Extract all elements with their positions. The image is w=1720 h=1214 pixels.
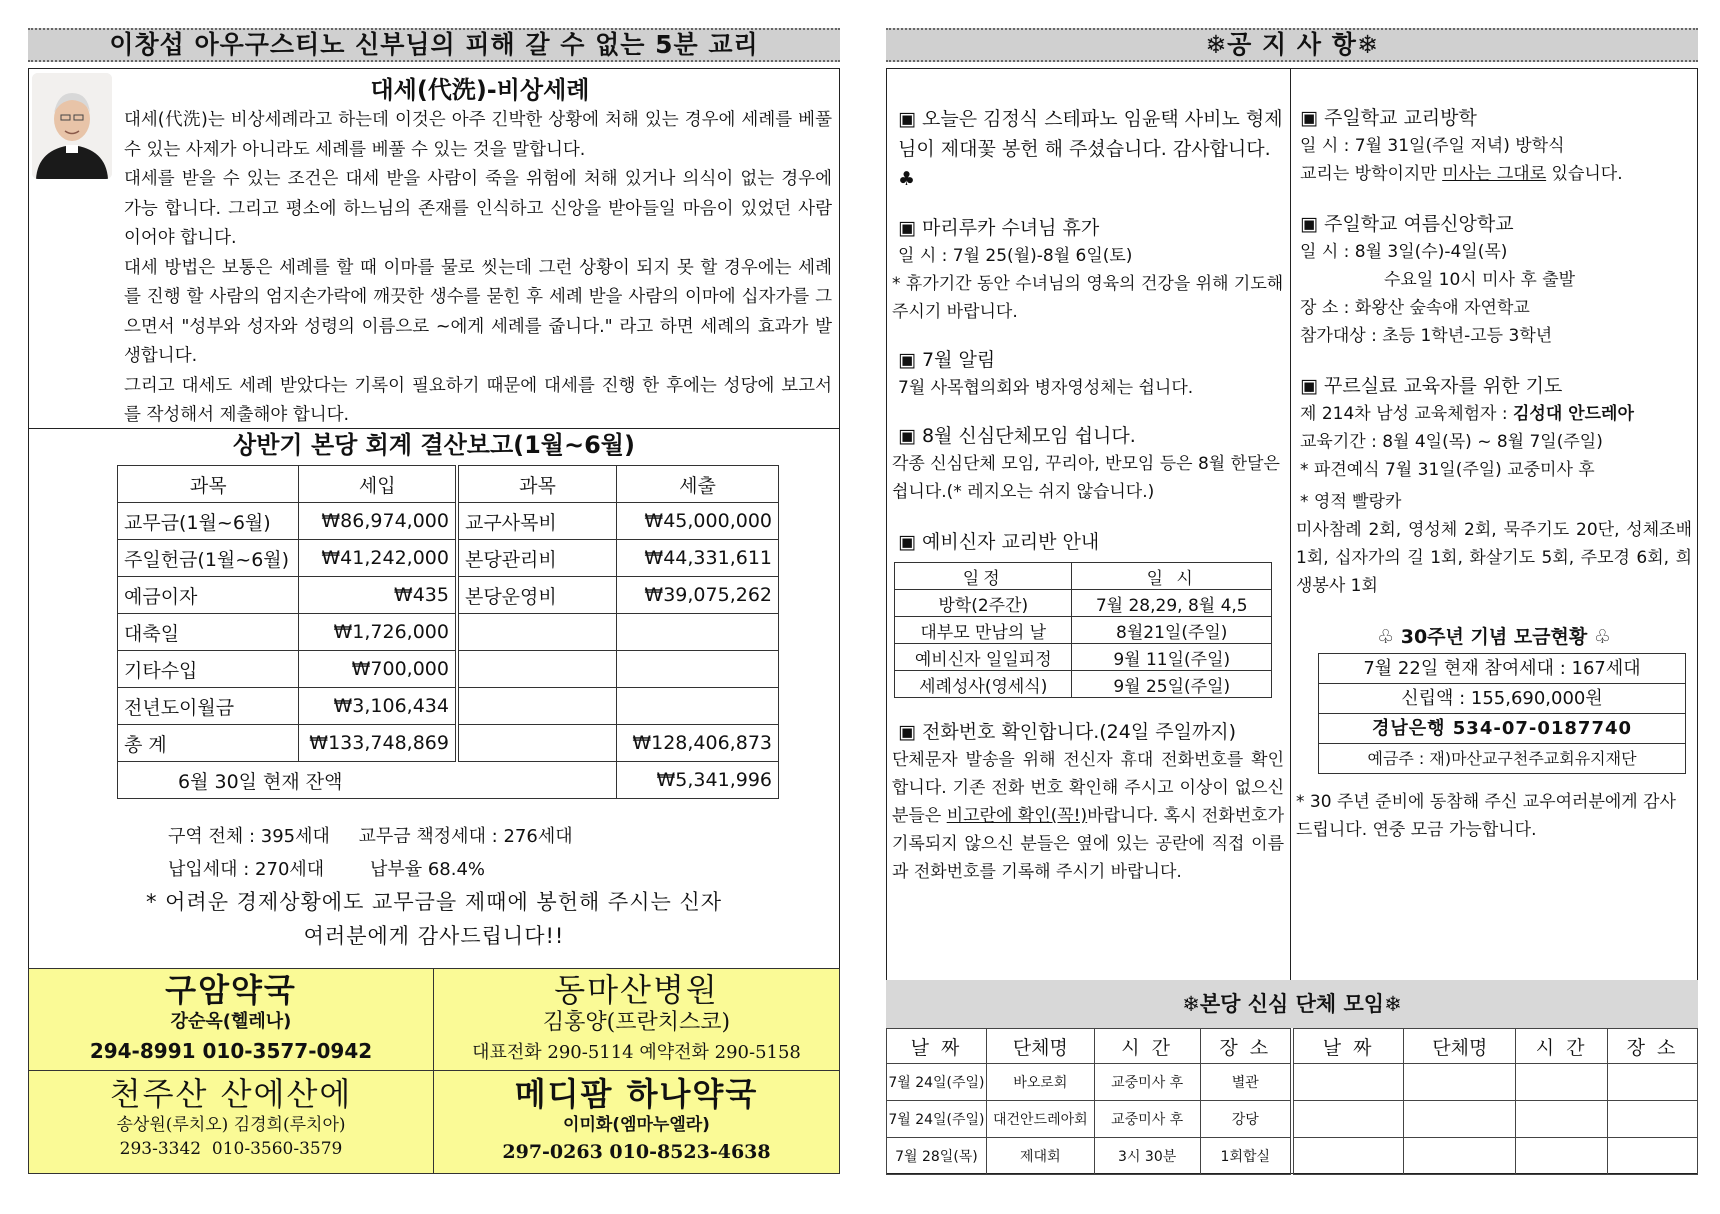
table-row bbox=[895, 671, 1272, 698]
balance-row bbox=[118, 762, 779, 799]
ad-dongmasan-hospital bbox=[433, 968, 840, 1071]
cell: 9월 11일(주일) bbox=[1072, 644, 1272, 671]
notice-august-body: 각종 신심단체 모임, 꾸리아, 반모임 등은 8월 한달은 쉽니다.(* 레지오는 쉬지 않습니다.) bbox=[892, 454, 1280, 502]
table-row bbox=[118, 651, 779, 688]
fundraising-bank-account: 경남은행 534-07-0187740 bbox=[1319, 714, 1685, 744]
notice-august-title: ▣ 8월 신심단체모임 쉽니다. bbox=[898, 425, 1136, 447]
cell: 세례성사(영세식) bbox=[895, 671, 1072, 698]
header-cell: 세입 bbox=[299, 466, 457, 503]
cell: 대부모 만남의 날 bbox=[895, 617, 1072, 644]
header-cell: 세출 bbox=[617, 466, 779, 503]
cell: 전년도이월금 bbox=[118, 688, 299, 725]
text-part: 제 214차 남성 교육체험자 : bbox=[1300, 404, 1513, 424]
cell: 제대회 bbox=[986, 1138, 1094, 1175]
phone-text-1: 단체문자 발송을 위해 전신자 휴대 전화번호를 확인합니다. 기존 전화 번호 확인해 주시고 이상이 없으신 분들은 bbox=[892, 750, 1284, 826]
notice-sunday-break-date: 일 시 : 7월 31일(주일 저녁) 방학식 bbox=[1300, 136, 1565, 156]
cell bbox=[1516, 1101, 1608, 1138]
cell: 3시 30분 bbox=[1094, 1138, 1200, 1175]
ad-medipharm bbox=[433, 1070, 840, 1174]
cell bbox=[1608, 1138, 1698, 1175]
cell: ₩1,726,000 bbox=[299, 614, 457, 651]
left-header: 이창섭 아우구스티노 신부님의 피해 갈 수 없는 5분 교리 bbox=[28, 28, 840, 62]
cell: ₩133,748,869 bbox=[299, 725, 457, 762]
header-cell: 일정 bbox=[895, 563, 1072, 590]
ad-name: 동마산병원 bbox=[554, 971, 719, 1009]
ad-phone: 297-0263 010-8523-4638 bbox=[502, 1141, 771, 1163]
phone-text-2: 바랍니다. 혹시 전화번호가 기록되지 않으신 분들은 옆에 있는 공란에 직접 이름과 전화번호를 기록해 주시기 바랍니다. bbox=[892, 806, 1285, 882]
cell: 본당운영비 bbox=[457, 577, 617, 614]
header-cell: 과목 bbox=[457, 466, 617, 503]
notice-cursillo-person bbox=[1296, 400, 1692, 428]
notice-summer-school-place: 장 소 : 화왕산 숲속애 자연학교 bbox=[1300, 298, 1530, 318]
table-row bbox=[118, 577, 779, 614]
notice-phone-title: ▣ 전화번호 확인합니다.(24일 주일까지) bbox=[898, 721, 1237, 743]
notices-col-2 bbox=[1296, 104, 1692, 844]
fundraising-pledged: 신립액 : 155,690,000원 bbox=[1319, 684, 1685, 714]
header-cell: 시 간 bbox=[1094, 1029, 1200, 1064]
right-header: ❄공 지 사 항❄ bbox=[886, 28, 1698, 62]
cell: 주일헌금(1월~6월) bbox=[118, 540, 299, 577]
cell: 7월 28,29, 8월 4,5 bbox=[1072, 590, 1272, 617]
table-row bbox=[118, 614, 779, 651]
cell: ₩44,331,611 bbox=[617, 540, 779, 577]
header-cell: 시 간 bbox=[1516, 1029, 1608, 1064]
column-divider bbox=[1290, 68, 1291, 980]
header-cell: 단체명 bbox=[1404, 1029, 1516, 1064]
notice-cursillo-palanca-body: 미사참례 2회, 영성체 2회, 묵주기도 20단, 성체조배 1회, 십자가의 길 1회, 화살기도 5회, 주모경 6회, 희생봉사 1회 bbox=[1296, 520, 1692, 596]
cell: 총 계 bbox=[118, 725, 299, 762]
text-part: 있습니다. bbox=[1546, 164, 1623, 184]
cell: ₩39,075,262 bbox=[617, 577, 779, 614]
table-row bbox=[887, 1064, 1698, 1101]
cell: 7월 24일(주일) bbox=[887, 1101, 987, 1138]
notice-july-body: 7월 사목협의회와 병자영성체는 쉽니다. bbox=[898, 378, 1194, 398]
finance-title: 상반기 본당 회계 결산보고(1월~6월) bbox=[233, 431, 635, 459]
cell bbox=[457, 651, 617, 688]
cell: 7월 28일(목) bbox=[887, 1138, 987, 1175]
notice-sunday-break-title: ▣ 주일학교 교리방학 bbox=[1300, 107, 1477, 129]
finance-thanks-1: * 어려운 경제상황에도 교무금을 제때에 봉헌해 주시는 신자 bbox=[145, 890, 723, 914]
ad-sub: 김홍양(프란치스코) bbox=[542, 1010, 731, 1035]
cell: 교구사목비 bbox=[457, 503, 617, 540]
fundraising-note: * 30 주년 준비에 동참해 주신 교우여러분에게 감사드립니다. 연중 모금 가능합니다. bbox=[1296, 792, 1676, 840]
header-cell: 장 소 bbox=[1200, 1029, 1292, 1064]
cell bbox=[1516, 1064, 1608, 1101]
catechism-paragraph: 그리고 대세도 세례 받았다는 기록이 필요하기 때문에 대세를 진행 한 후에는 성당에 보고서를 작성해서 제출해야 합니다. bbox=[124, 375, 832, 425]
header-cell: 날 짜 bbox=[887, 1029, 987, 1064]
notice-cursillo-period: 교육기간 : 8월 4일(목) ~ 8월 7일(주일) bbox=[1300, 432, 1603, 452]
notice-summer-school-date: 일 시 : 8월 3일(수)-4일(목) bbox=[1300, 242, 1508, 262]
table-row bbox=[118, 688, 779, 725]
notice-flowers: ▣ 오늘은 김정식 스테파노 임윤택 사비노 형제님이 제대꽃 봉헌 해 주셨습니다. 감사합니다. ♣ bbox=[898, 108, 1283, 190]
cell bbox=[1292, 1138, 1404, 1175]
finance-stats-1: 구역 전체 : 395세대 교무금 책정세대 : 276세대 bbox=[168, 826, 573, 847]
cell: ₩128,406,873 bbox=[617, 725, 779, 762]
header-cell: 과목 bbox=[118, 466, 299, 503]
notice-vacation-note: * 휴가기간 동안 수녀님의 영육의 건강을 위해 기도해주시기 바랍니다. bbox=[892, 274, 1284, 322]
cell bbox=[1292, 1064, 1404, 1101]
table-row bbox=[895, 617, 1272, 644]
catechism-paragraph: 대세(代洗)는 비상세례라고 하는데 이것은 아주 긴박한 상황에 처해 있는 경우에 세례를 베풀 수 있는 사제가 아니라도 세례를 베풀 수 있는 것을 말합니다. bbox=[124, 110, 832, 160]
table-row bbox=[887, 1101, 1698, 1138]
phone-text-emphasis: 비고란에 확인(꼭!) bbox=[946, 806, 1088, 826]
cell bbox=[1404, 1138, 1516, 1175]
ad-name: 메디팜 하나약국 bbox=[514, 1075, 759, 1113]
cell: ₩700,000 bbox=[299, 651, 457, 688]
notice-cursillo-mass: * 파견예식 7월 31일(주일) 교중미사 후 bbox=[1300, 460, 1595, 480]
cell bbox=[1292, 1101, 1404, 1138]
table-row bbox=[887, 1138, 1698, 1175]
ad-sub: 이미화(엠마누엘라) bbox=[563, 1115, 710, 1135]
ad-phone: 대표전화 290-5114 예약전화 290-5158 bbox=[472, 1042, 801, 1063]
finance-thanks-2: 여러분에게 감사드립니다!! bbox=[303, 924, 565, 948]
balance-value: ₩5,341,996 bbox=[617, 762, 779, 799]
cell: 9월 25일(주일) bbox=[1072, 671, 1272, 698]
cell: 7월 24일(주일) bbox=[887, 1064, 987, 1101]
ad-sub: 강순옥(헬레나) bbox=[170, 1011, 292, 1032]
notice-vacation-date: 일 시 : 7월 25(월)-8월 6일(토) bbox=[898, 246, 1133, 266]
cell: 강당 bbox=[1200, 1101, 1292, 1138]
meetings-title: ❄본당 신심 단체 모임❄ bbox=[886, 980, 1698, 1028]
cell bbox=[617, 651, 779, 688]
cell bbox=[1404, 1101, 1516, 1138]
cell: 8월21일(주일) bbox=[1072, 617, 1272, 644]
notice-cursillo-palanca-title: * 영적 빨랑카 bbox=[1300, 492, 1402, 512]
cell bbox=[457, 688, 617, 725]
cell: ₩86,974,000 bbox=[299, 503, 457, 540]
notice-summer-school-title: ▣ 주일학교 여름신앙학교 bbox=[1300, 213, 1514, 235]
cell bbox=[457, 614, 617, 651]
fundraising-participants: 7월 22일 현재 참여세대 : 167세대 bbox=[1319, 654, 1685, 684]
cell: 방학(2주간) bbox=[895, 590, 1072, 617]
catechism-body bbox=[124, 106, 832, 431]
cell: 본당관리비 bbox=[457, 540, 617, 577]
notice-sunday-break-body bbox=[1296, 160, 1692, 188]
cell: 교중미사 후 bbox=[1094, 1101, 1200, 1138]
fundraising-account-holder: 예금주 : 재)마산교구천주교회유지재단 bbox=[1367, 749, 1637, 768]
notice-phone-body bbox=[892, 746, 1284, 886]
cell: ₩45,000,000 bbox=[617, 503, 779, 540]
notice-july-title: ▣ 7월 알림 bbox=[898, 349, 996, 371]
cell bbox=[1516, 1138, 1608, 1175]
cell bbox=[1608, 1101, 1698, 1138]
meetings-header-row bbox=[887, 1029, 1698, 1064]
fundraising-box bbox=[1318, 653, 1686, 774]
cell bbox=[1608, 1064, 1698, 1101]
cell: 예비신자 일일피정 bbox=[895, 644, 1072, 671]
header-cell: 날 짜 bbox=[1292, 1029, 1404, 1064]
cell: 교중미사 후 bbox=[1094, 1064, 1200, 1101]
cell: 바오로회 bbox=[986, 1064, 1094, 1101]
cell: 예금이자 bbox=[118, 577, 299, 614]
ad-sub: 송상원(루치오) 김경희(루치아) bbox=[116, 1115, 346, 1135]
cell: 1회합실 bbox=[1200, 1138, 1292, 1175]
cell bbox=[617, 614, 779, 651]
notice-vacation-title: ▣ 마리루카 수녀님 휴가 bbox=[898, 217, 1100, 239]
cell: ₩3,106,434 bbox=[299, 688, 457, 725]
ad-cheonjusan bbox=[28, 1070, 434, 1174]
notice-catechumen-title: ▣ 예비신자 교리반 안내 bbox=[898, 531, 1100, 553]
table-row bbox=[895, 644, 1272, 671]
header-cell: 장 소 bbox=[1608, 1029, 1698, 1064]
table-row bbox=[118, 540, 779, 577]
meetings-table bbox=[886, 1028, 1698, 1175]
balance-label: 6월 30일 현재 잔액 bbox=[118, 762, 617, 799]
schedule-header-row bbox=[895, 563, 1272, 590]
header-cell: 단체명 bbox=[986, 1029, 1094, 1064]
finance-table bbox=[117, 465, 779, 799]
cell bbox=[1404, 1064, 1516, 1101]
cell: ₩435 bbox=[299, 577, 457, 614]
text-emphasis: 미사는 그대로 bbox=[1442, 164, 1547, 184]
cell: 교무금(1월~6월) bbox=[118, 503, 299, 540]
header-cell: 일 시 bbox=[1072, 563, 1272, 590]
ad-name: 구암약국 bbox=[165, 971, 297, 1009]
catechism-paragraph: 대세 방법은 보통은 세례를 할 때 이마를 물로 씻는데 그런 상황이 되지 못 할 경우에는 세례를 진행 할 사람의 엄지손가락에 깨끗한 생수를 묻힌 후 세례 받을 사람의 이마에 십자가를 그으면서 "성부와 성자와 성령의 이름으로 ~에게 세례를 줍니다." 라고 하면 세례의 효과가 발생합니다. bbox=[124, 257, 832, 366]
text-emphasis: 김성대 안드레아 bbox=[1513, 404, 1634, 424]
cell: 대건안드레아회 bbox=[986, 1101, 1094, 1138]
ad-name: 천주산 산에산에 bbox=[109, 1075, 353, 1113]
ad-guam-pharmacy bbox=[28, 968, 434, 1071]
cell: ₩41,242,000 bbox=[299, 540, 457, 577]
fundraising-title: ♧ 30주년 기념 모금현황 ♧ bbox=[1377, 626, 1611, 648]
notice-cursillo-title: ▣ 꾸르실료 교육자를 위한 기도 bbox=[1300, 375, 1563, 397]
cell bbox=[457, 725, 617, 762]
priest-photo bbox=[32, 73, 112, 179]
notices-col-1 bbox=[892, 104, 1284, 886]
text-part: 교리는 방학이지만 bbox=[1300, 164, 1443, 184]
finance-stats-2: 납입세대 : 270세대 납부율 68.4% bbox=[168, 859, 486, 880]
cell: 대축일 bbox=[118, 614, 299, 651]
table-row bbox=[895, 590, 1272, 617]
cell bbox=[617, 688, 779, 725]
notice-summer-school-target: 참가대상 : 초등 1학년-고등 3학년 bbox=[1300, 326, 1553, 346]
cell: 별관 bbox=[1200, 1064, 1292, 1101]
cell: 기타수입 bbox=[118, 651, 299, 688]
ad-phone: 294-8991 010-3577-0942 bbox=[89, 1039, 373, 1063]
table-row bbox=[118, 503, 779, 540]
catechism-title: 대세(代洗)-비상세례 bbox=[370, 76, 590, 104]
finance-header-row bbox=[118, 466, 779, 503]
ad-phone: 293-3342 010-3560-3579 bbox=[119, 1139, 343, 1159]
catechism-paragraph: 대세를 받을 수 있는 조건은 대세 받을 사람이 죽을 위험에 처해 있거나 의식이 없는 경우에 가능 합니다. 그리고 평소에 하느님의 존재를 인식하고 신앙을 받아들일 마음이 있었던 사람이어야 합니다. bbox=[124, 169, 832, 248]
notice-summer-school-depart: 수요일 10시 미사 후 출발 bbox=[1384, 270, 1576, 290]
catechumen-schedule-table bbox=[894, 562, 1272, 698]
total-row bbox=[118, 725, 779, 762]
